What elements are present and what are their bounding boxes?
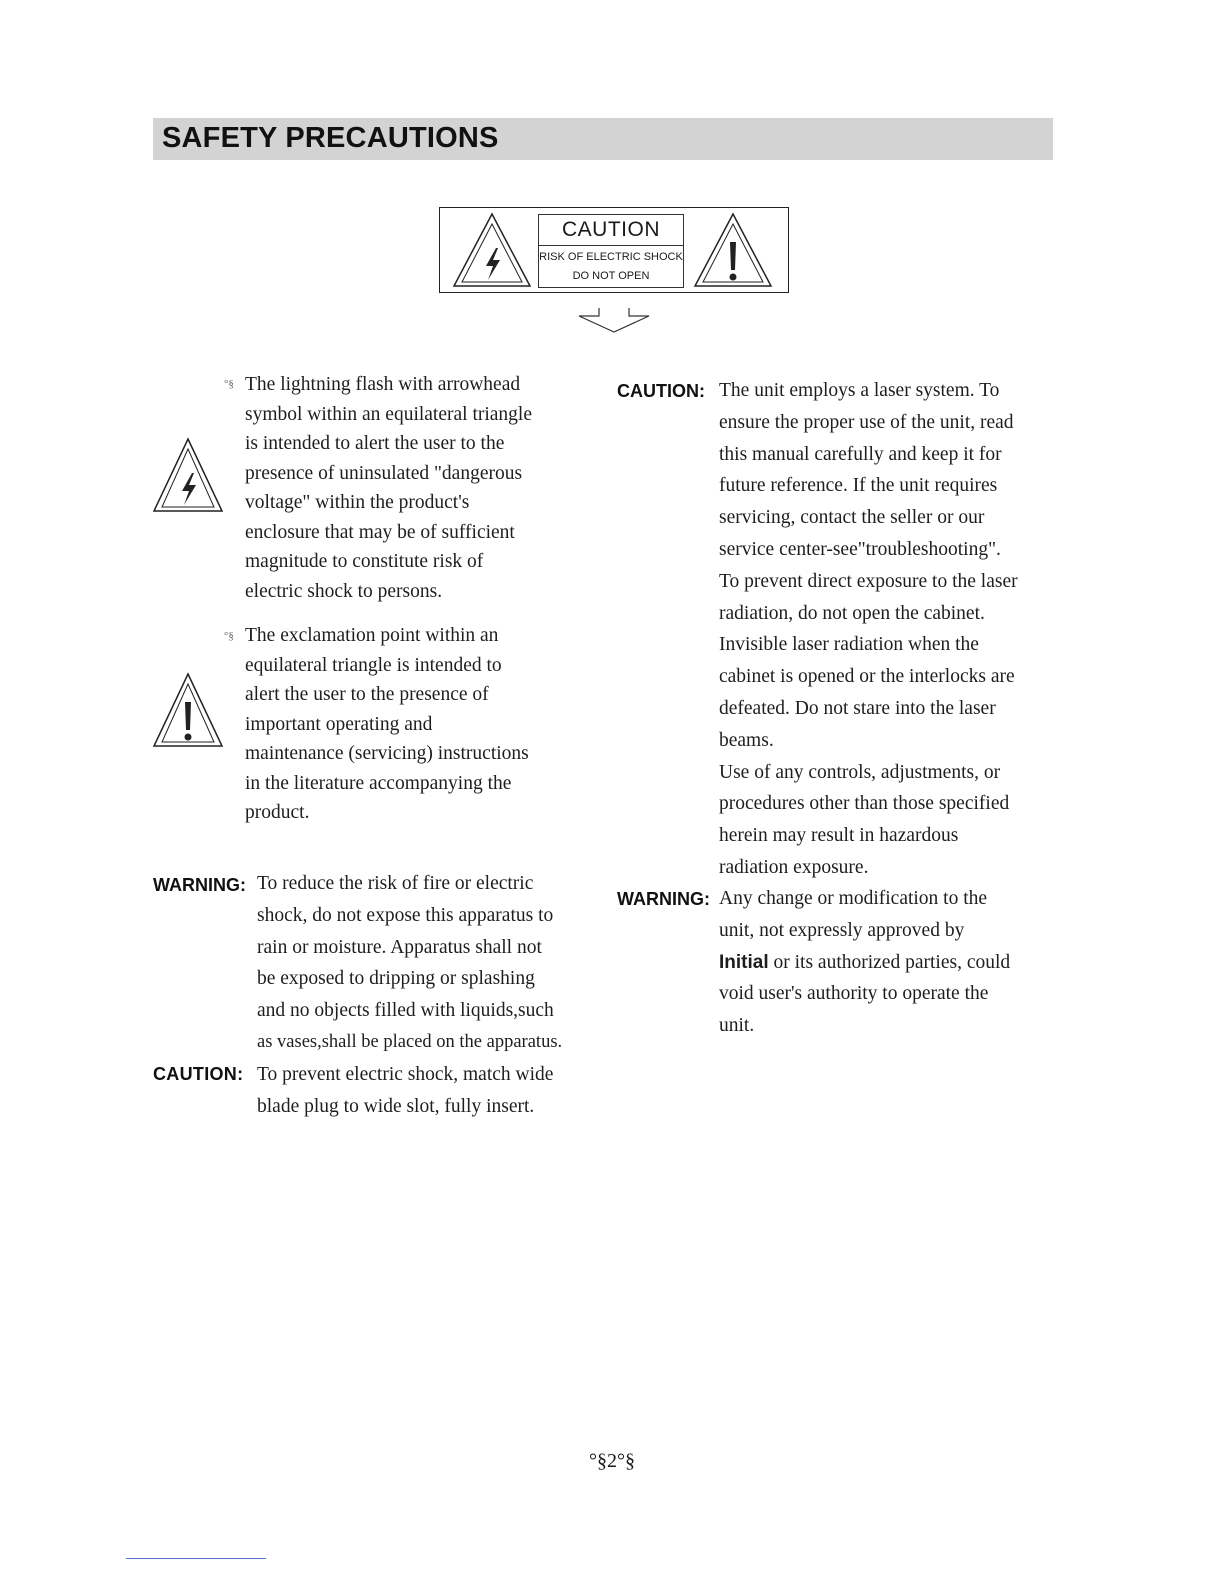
text-line: product. bbox=[245, 802, 310, 823]
text-line bbox=[719, 947, 1064, 979]
caution-label-text: CAUTION: bbox=[153, 1064, 244, 1084]
text-line: equilateral triangle is intended to bbox=[245, 654, 502, 676]
lightning-triangle-icon bbox=[152, 437, 224, 513]
text-line: voltage" within the product's bbox=[245, 492, 470, 513]
caution-label bbox=[153, 1064, 243, 1085]
text-line: ensure the proper use of the unit, read bbox=[719, 411, 1014, 433]
plug-caution-text bbox=[257, 1059, 602, 1123]
text-line: magnitude to constitute risk of bbox=[245, 551, 484, 572]
fire-shock-warning-text bbox=[257, 868, 602, 1059]
text-line: presence of uninsulated "dangerous bbox=[245, 462, 523, 484]
page-number: °§2°§ bbox=[589, 1450, 635, 1472]
lightning-symbol-description bbox=[245, 370, 605, 606]
down-arrow-icon bbox=[577, 306, 651, 334]
text-line: defeated. Do not stare into the laser bbox=[719, 697, 996, 719]
text-line: Invisible laser radiation when the bbox=[719, 634, 979, 656]
text-line: electric shock to persons. bbox=[245, 580, 443, 602]
page-title: SAFETY PRECAUTIONS bbox=[162, 122, 499, 154]
text-line: To prevent direct exposure to the laser bbox=[719, 570, 1018, 592]
text-line: and no objects filled with liquids,such bbox=[257, 1000, 554, 1022]
warning-label: WARNING: bbox=[617, 889, 710, 909]
text-line: beams. bbox=[719, 729, 774, 751]
caution-label-text-box bbox=[538, 214, 684, 288]
text-line: herein may result in hazardous bbox=[719, 825, 959, 847]
text-line-rest: or its authorized parties, could bbox=[768, 951, 1011, 973]
text-line: procedures other than those specified bbox=[719, 793, 1010, 815]
exclamation-triangle-icon bbox=[693, 212, 773, 288]
exclamation-triangle-icon bbox=[152, 672, 224, 748]
text-line: shock, do not expose this apparatus to bbox=[257, 904, 554, 926]
text-line: unit, not expressly approved by bbox=[719, 919, 965, 941]
text-line: enclosure that may be of sufficient bbox=[245, 521, 515, 543]
text-line: To reduce the risk of fire or electric bbox=[257, 873, 534, 894]
text-line: symbol within an equilateral triangle bbox=[245, 403, 533, 425]
text-line: The lightning flash with arrowhead bbox=[245, 374, 521, 395]
laser-caution-text bbox=[719, 375, 1064, 884]
text-line: blade plug to wide slot, fully insert. bbox=[257, 1095, 535, 1117]
text-line: as vases,shall be placed on the apparatus. bbox=[257, 1031, 563, 1052]
caution-label-line2: DO NOT OPEN bbox=[572, 270, 650, 282]
text-line: Any change or modification to the bbox=[719, 888, 988, 909]
brand-name: Initial bbox=[719, 951, 769, 973]
caution-label-line1: RISK OF ELECTRIC SHOCK bbox=[539, 251, 683, 263]
text-line: Use of any controls, adjustments, or bbox=[719, 761, 1001, 783]
text-line: void user's authority to operate the bbox=[719, 983, 989, 1005]
text-line: radiation exposure. bbox=[719, 856, 869, 878]
text-line: be exposed to dripping or splashing bbox=[257, 968, 535, 990]
text-line: alert the user to the presence of bbox=[245, 684, 489, 705]
bullet-marker: °§ bbox=[224, 378, 234, 390]
text-line: future reference. If the unit requires bbox=[719, 475, 998, 497]
section-header bbox=[153, 118, 1053, 160]
text-line: servicing, contact the seller or our bbox=[719, 507, 985, 529]
text-line: The unit employs a laser system. To bbox=[719, 380, 1000, 401]
text-line: in the literature accompanying the bbox=[245, 772, 512, 794]
lightning-triangle-icon bbox=[452, 212, 532, 288]
exclamation-symbol-description bbox=[245, 621, 605, 828]
text-line: service center-see"troubleshooting". bbox=[719, 538, 1001, 560]
text-line: rain or moisture. Apparatus shall not bbox=[257, 936, 542, 958]
warning-label: WARNING: bbox=[153, 875, 246, 895]
text-line: radiation, do not open the cabinet. bbox=[719, 602, 985, 624]
caution-label-graphic bbox=[439, 207, 789, 293]
text-line: important operating and bbox=[245, 713, 433, 735]
text-line: this manual carefully and keep it for bbox=[719, 443, 1002, 465]
text-line: The exclamation point within an bbox=[245, 625, 499, 646]
caution-label-title: CAUTION bbox=[539, 215, 683, 246]
text-line: To prevent electric shock, match wide bbox=[257, 1064, 554, 1085]
text-line: maintenance (servicing) instructions bbox=[245, 743, 529, 764]
footer-divider bbox=[126, 1558, 266, 1559]
bullet-marker: °§ bbox=[224, 630, 234, 642]
text-line: cabinet is opened or the interlocks are bbox=[719, 666, 1015, 688]
text-line: is intended to alert the user to the bbox=[245, 433, 505, 454]
caution-label: CAUTION: bbox=[617, 381, 705, 401]
modification-warning-text bbox=[719, 883, 1064, 1042]
text-line: unit. bbox=[719, 1015, 755, 1037]
